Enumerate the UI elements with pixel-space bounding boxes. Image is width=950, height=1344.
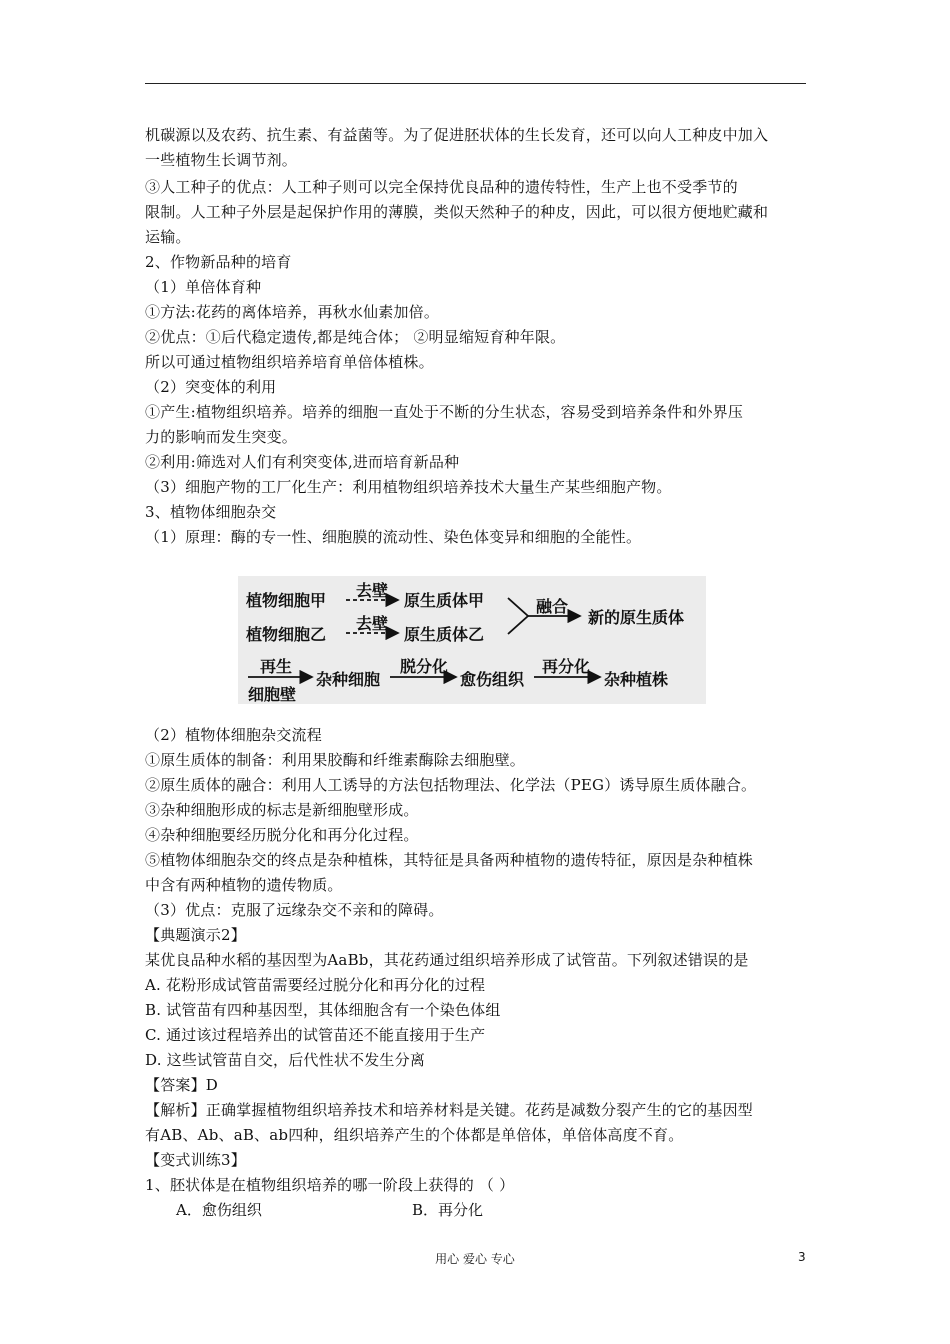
regen-label: 再生 bbox=[260, 657, 293, 676]
analysis-line: 【解析】正确掌握植物组织培养技术和培养材料是关键。花药是减数分裂产生的它的基因型 bbox=[145, 1101, 754, 1119]
rediff-label: 再分化 bbox=[542, 657, 591, 676]
text-line: （3）优点：克服了远缘杂交不亲和的障碍。 bbox=[145, 901, 444, 919]
text-line: ①方法:花药的离体培养，再秋水仙素加倍。 bbox=[145, 303, 440, 321]
example-heading: 【典题演示2】 bbox=[145, 926, 246, 944]
new-protoplast-label: 新的原生质体 bbox=[588, 608, 685, 627]
text-line: 运输。 bbox=[145, 228, 191, 246]
remove-wall-label: 去壁 bbox=[356, 614, 389, 633]
exercise-heading: 【变式训练3】 bbox=[145, 1151, 246, 1169]
text-line: ②原生质体的融合：利用人工诱导的方法包括物理法、化学法（PEG）诱导原生质体融合。 bbox=[145, 776, 757, 794]
merge-bracket bbox=[508, 598, 528, 634]
fusion-label: 融合 bbox=[536, 597, 569, 616]
text-line: （1）原理：酶的专一性、细胞膜的流动性、染色体变异和细胞的全能性。 bbox=[145, 528, 642, 546]
exercise-question: 1、胚状体是在植物组织培养的哪一阶段上获得的 （ ） bbox=[145, 1176, 515, 1194]
text-line: 所以可通过植物组织培养培育单倍体植株。 bbox=[145, 353, 434, 371]
answer-option: B. 试管苗有四种基因型，其体细胞含有一个染色体组 bbox=[145, 1001, 501, 1019]
section-heading: 2、作物新品种的培育 bbox=[145, 253, 292, 271]
text-line: ⑤植物体细胞杂交的终点是杂种植株，其特征是具备两种植物的遗传特征，原因是杂种植株 bbox=[145, 851, 754, 869]
text-line: ④杂种细胞要经历脱分化和再分化过程。 bbox=[145, 826, 419, 844]
analysis-line: 有AB、Ab、aB、ab四种，组织培养产生的个体都是单倍体，单倍体高度不育。 bbox=[145, 1126, 684, 1144]
protoplast-b-label: 原生质体乙 bbox=[404, 625, 485, 644]
text-line: ③杂种细胞形成的标志是新细胞壁形成。 bbox=[145, 801, 419, 819]
subsection-heading: （1）单倍体育种 bbox=[145, 278, 262, 296]
text-line: 限制。人工种子外层是起保护作用的薄膜，类似天然种子的种皮，因此，可以很方便地贮藏和 bbox=[145, 203, 769, 221]
remove-wall-label: 去壁 bbox=[356, 581, 389, 600]
text-line: 力的影响而发生突变。 bbox=[145, 428, 298, 446]
header-rule bbox=[145, 83, 806, 84]
subsection-heading: （2）植物体细胞杂交流程 bbox=[145, 726, 322, 744]
page-number: 3 bbox=[798, 1250, 806, 1264]
hybrid-cell-label: 杂种细胞 bbox=[316, 670, 381, 689]
question-stem: 某优良品种水稻的基因型为AaBb，其花药通过组织培养形成了试管苗。下列叙述错误的是 bbox=[145, 951, 749, 969]
text-line: ①产生:植物组织培养。培养的细胞一直处于不断的分生状态，容易受到培养条件和外界压 bbox=[145, 403, 744, 421]
text-line: ②优点：①后代稳定遗传,都是纯合体； ②明显缩短育种年限。 bbox=[145, 328, 566, 346]
exercise-option-a: A．愈伤组织 bbox=[176, 1201, 262, 1219]
protoplast-a-label: 原生质体甲 bbox=[404, 591, 485, 610]
cell-b-label: 植物细胞乙 bbox=[246, 625, 327, 644]
section-heading: 3、植物体细胞杂交 bbox=[145, 503, 277, 521]
page-footer: 用心 爱心 专心 bbox=[435, 1252, 515, 1266]
cell-a-label: 植物细胞甲 bbox=[246, 591, 327, 610]
exercise-option-b: B．再分化 bbox=[412, 1201, 484, 1219]
answer-option: C. 通过该过程培养出的试管苗还不能直接用于生产 bbox=[145, 1026, 486, 1044]
dediff-label: 脱分化 bbox=[400, 657, 449, 676]
text-line: 一些植物生长调节剂。 bbox=[145, 151, 298, 169]
text-line: 中含有两种植物的遗传物质。 bbox=[145, 876, 343, 894]
hybrid-plant-label: 杂种植株 bbox=[604, 670, 669, 689]
protoplast-fusion-diagram bbox=[238, 576, 706, 704]
text-line: ①原生质体的制备：利用果胶酶和纤维素酶除去细胞壁。 bbox=[145, 751, 526, 769]
answer-line: 【答案】D bbox=[145, 1076, 219, 1094]
answer-option: D. 这些试管苗自交，后代性状不发生分离 bbox=[145, 1051, 426, 1069]
cell-wall-label: 细胞壁 bbox=[248, 685, 297, 704]
text-line: ③人工种子的优点：人工种子则可以完全保持优良品种的遗传特性，生产上也不受季节的 bbox=[145, 178, 738, 196]
text-line: （3）细胞产物的工厂化生产：利用植物组织培养技术大量生产某些细胞产物。 bbox=[145, 478, 672, 496]
answer-option: A. 花粉形成试管苗需要经过脱分化和再分化的过程 bbox=[145, 976, 486, 994]
text-line: ②利用:筛选对人们有利突变体,进而培育新品种 bbox=[145, 453, 460, 471]
text-line: 机碳源以及农药、抗生素、有益菌等。为了促进胚状体的生长发育，还可以向人工种皮中加入 bbox=[145, 126, 769, 144]
callus-label: 愈伤组织 bbox=[460, 670, 525, 689]
subsection-heading: （2）突变体的利用 bbox=[145, 378, 277, 396]
